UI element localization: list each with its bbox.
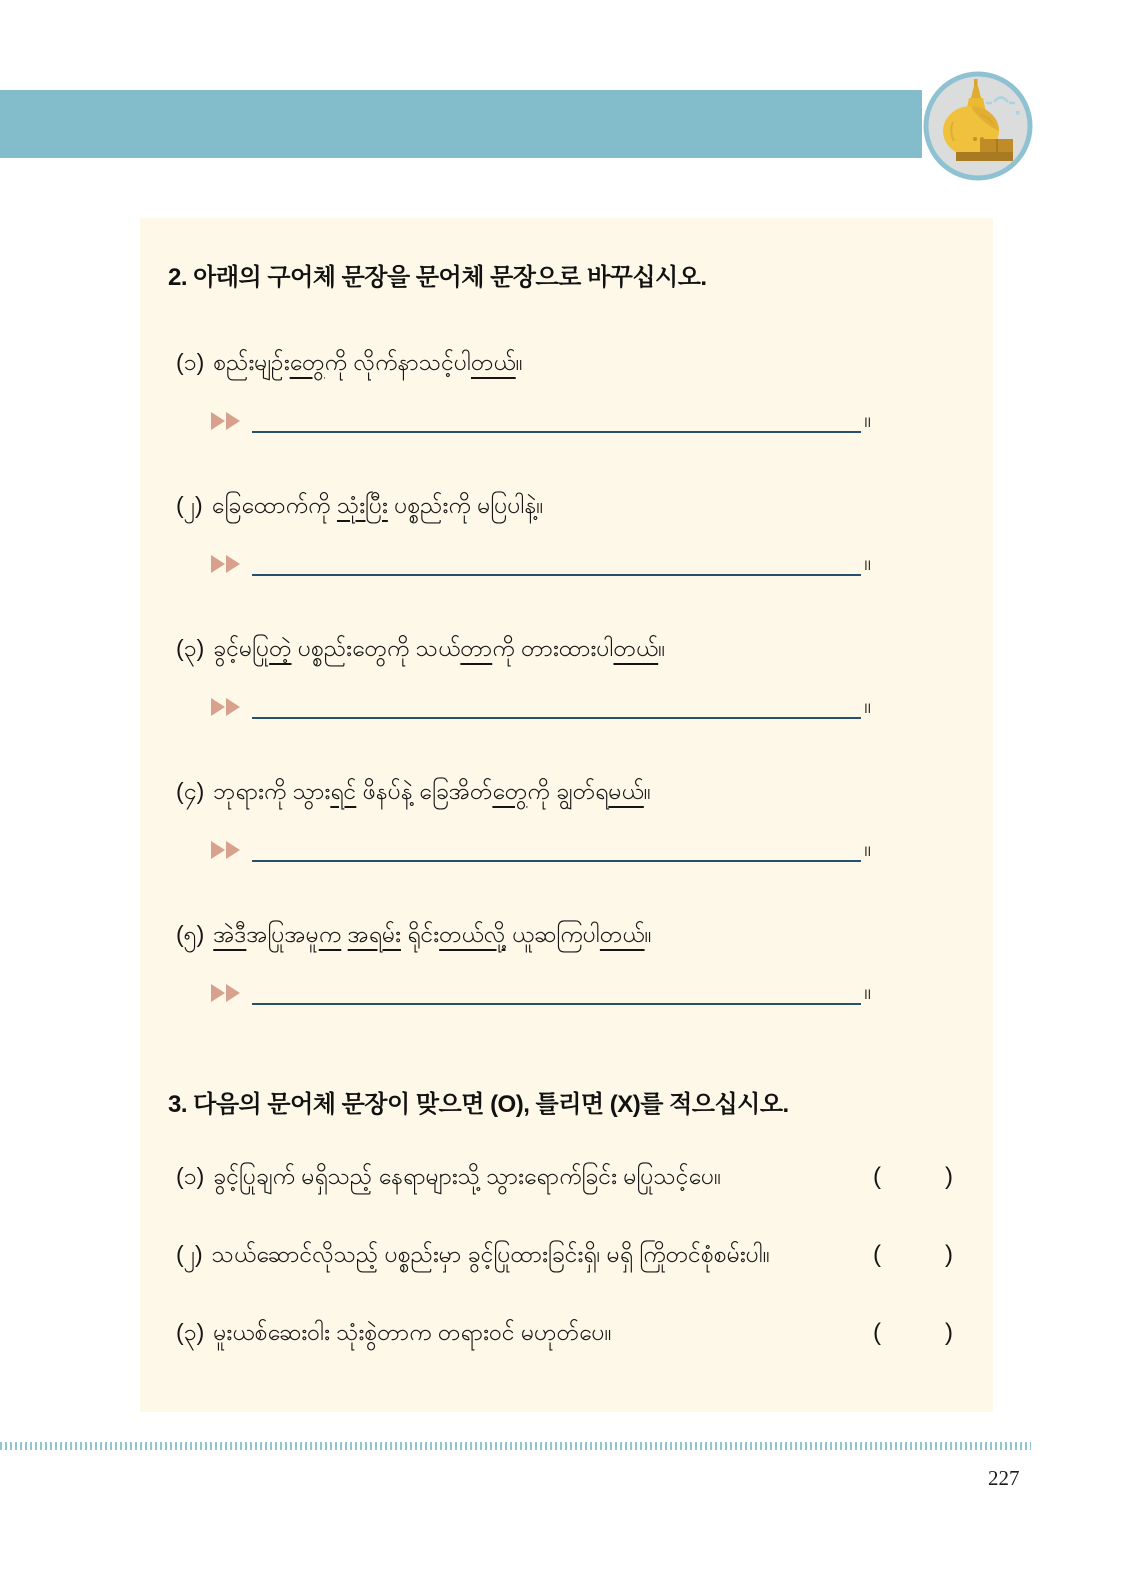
- section2-items: [140, 340, 993, 1005]
- answer-row: [210, 689, 871, 719]
- question-item: [176, 483, 973, 528]
- header-bar: [0, 90, 922, 158]
- answer-row: [210, 546, 871, 576]
- paren-open: (: [873, 1163, 881, 1190]
- pagoda-badge: [922, 70, 1034, 182]
- question-number: (၄): [176, 778, 205, 804]
- paren-open: (: [873, 1241, 881, 1268]
- double-arrow-icon: [210, 983, 246, 1003]
- answer-blank-line: [252, 981, 861, 1005]
- text-segment: တဲ့: [269, 635, 292, 661]
- text-segment: စည်းမျဉ်း: [213, 349, 290, 375]
- text-segment: ရင်: [330, 778, 357, 804]
- question-item: [176, 340, 973, 385]
- double-arrow-icon: [210, 554, 246, 574]
- question-text: [212, 492, 544, 518]
- section-3-title: 3. 다음의 문어체 문장이 맞으면 (O), 틀리면 (X)를 적으십시오.: [168, 1091, 789, 1118]
- text-segment: ခွင့်မပြု: [213, 635, 270, 661]
- text-segment: ကို ချွတ်ရ: [527, 778, 609, 804]
- answer-blank-line: [252, 409, 861, 433]
- text-segment: တာ: [460, 635, 493, 661]
- text-segment: ပစ္စည်းကို မပြပါနဲ့။: [387, 492, 544, 518]
- question-text: [213, 349, 522, 375]
- answer-blank-line: [252, 838, 861, 862]
- question-text: သယ်ဆောင်လိုသည့် ပစ္စည်းမှာ ခွင့်ပြုထားခြင်းရှိ၊ မရှိ ကြိုတင်စုံစမ်းပါ။: [211, 1241, 770, 1267]
- answer-blank-line: [252, 552, 861, 576]
- question-number: (၃): [176, 1319, 205, 1345]
- question-text: မူးယစ်ဆေးဝါး သုံးစွဲတာက တရားဝင် မဟုတ်ပေ။: [213, 1319, 612, 1345]
- question-text: [213, 635, 665, 661]
- text-segment: ဘုရားကို သွား: [213, 778, 331, 804]
- text-segment: က: [318, 921, 342, 947]
- text-segment: အပြုအမူ: [246, 921, 319, 947]
- true-false-item: [176, 1232, 953, 1277]
- question-number: (၁): [176, 349, 205, 375]
- footer-tick-border: [0, 1442, 1031, 1450]
- question-number: (၃): [176, 635, 205, 661]
- text-segment: ကို လိုက်နာသင့်ပါ: [324, 349, 471, 375]
- question-number: (၁): [176, 1163, 205, 1189]
- question-number: (၂): [176, 1241, 203, 1267]
- text-segment: သုံးပြီး: [336, 492, 388, 518]
- text-segment: ယူဆကြပါ: [505, 921, 600, 947]
- answer-row: [210, 403, 871, 433]
- section3-items: [140, 1154, 993, 1355]
- page-number: 227: [988, 1466, 1020, 1490]
- text-segment: ပစ္စည်းတွေကို သယ်: [291, 635, 461, 661]
- question-item: [176, 626, 973, 671]
- question-text: [213, 921, 651, 947]
- text-segment: ရိုင်း: [400, 921, 440, 947]
- golden-rock-pagoda-icon: [922, 70, 1034, 182]
- double-arrow-icon: [210, 840, 246, 860]
- true-false-item: [176, 1154, 953, 1199]
- text-segment: ။: [515, 349, 523, 375]
- sentence-end-mark: ။: [864, 407, 871, 432]
- double-arrow-icon: [210, 697, 246, 717]
- text-segment: ။: [643, 778, 651, 804]
- text-segment: မယ်: [608, 778, 644, 804]
- paren-close: ): [945, 1319, 953, 1346]
- sentence-end-mark: ။: [864, 979, 871, 1004]
- question-item: [176, 912, 973, 957]
- double-arrow-icon: [210, 411, 246, 431]
- text-segment: တယ်: [599, 921, 645, 947]
- section-2-title: 2. 아래의 구어체 문장을 문어체 문장으로 바꾸십시오.: [168, 264, 707, 291]
- paren-close: ): [945, 1163, 953, 1190]
- question-text: [213, 778, 651, 804]
- question-text: ခွင့်ပြုချက် မရှိသည့် နေရာများသို့ သွားရောက်ခြင်း မပြုသင့်ပေ။: [213, 1163, 722, 1189]
- true-false-item: [176, 1310, 953, 1355]
- text-segment: တယ်လို့: [439, 921, 506, 947]
- text-segment: ကို တားထားပါ: [492, 635, 614, 661]
- text-segment: အဲဒီ: [213, 921, 247, 947]
- text-segment: ။: [644, 921, 652, 947]
- text-segment: ခြေထောက်ကို: [211, 492, 337, 518]
- sentence-end-mark: ။: [864, 693, 871, 718]
- answer-parens: [873, 1232, 953, 1277]
- paren-open: (: [873, 1319, 881, 1346]
- answer-row: [210, 975, 871, 1005]
- sentence-end-mark: ။: [864, 550, 871, 575]
- text-segment: တွေ: [289, 349, 325, 375]
- text-segment: ။: [658, 635, 666, 661]
- worksheet-panel: [140, 218, 993, 1412]
- text-segment: တယ်: [613, 635, 659, 661]
- answer-row: [210, 832, 871, 862]
- question-item: [176, 769, 973, 814]
- answer-parens: [873, 1310, 953, 1355]
- text-segment: တွေ: [492, 778, 528, 804]
- question-number: (၂): [176, 492, 203, 518]
- text-segment: ဖိနပ်နဲ့ ခြေအိတ်: [356, 778, 493, 804]
- text-segment: တယ်: [470, 349, 516, 375]
- answer-blank-line: [252, 695, 861, 719]
- text-segment: အရမ်း: [347, 921, 401, 947]
- question-number: (၅): [176, 921, 205, 947]
- answer-parens: [873, 1154, 953, 1199]
- paren-close: ): [945, 1241, 953, 1268]
- sentence-end-mark: ။: [864, 836, 871, 861]
